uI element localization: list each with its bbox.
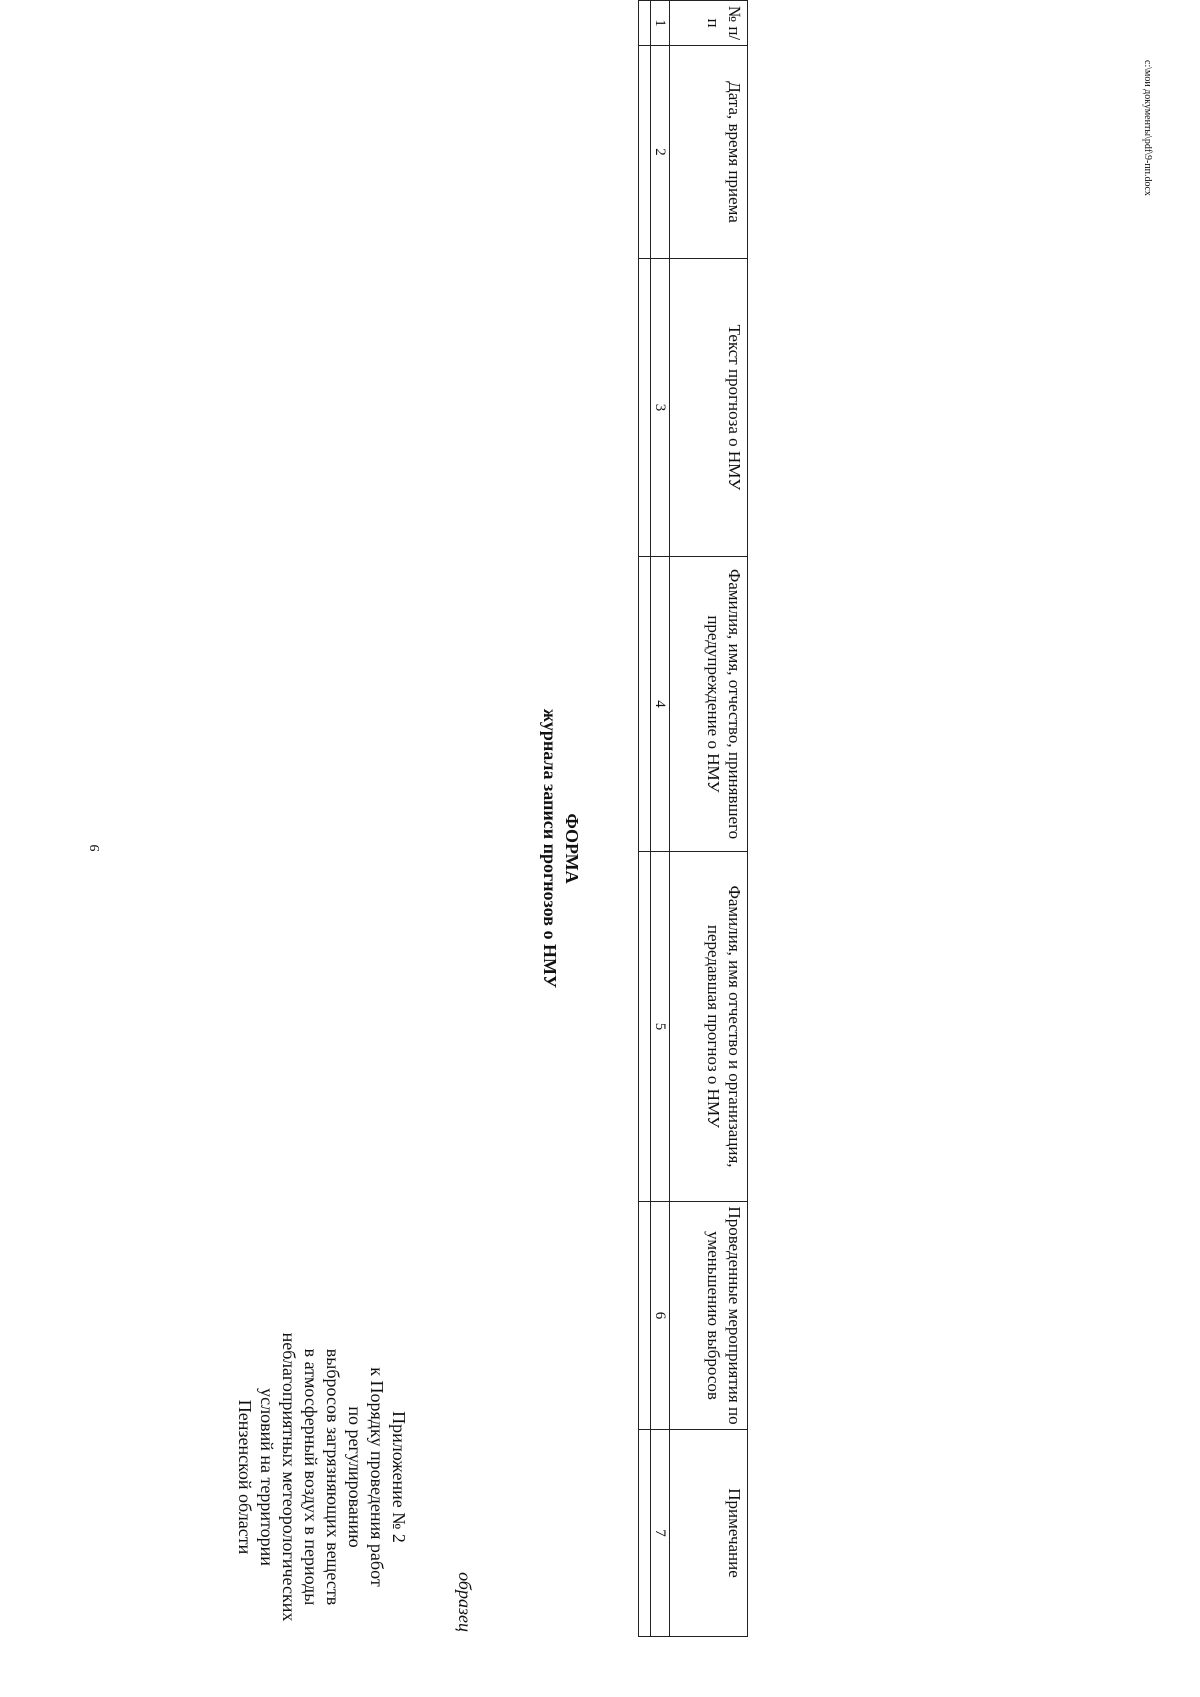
header-cell-measures: Проведенные мероприятия по уменьшению выбросов xyxy=(670,1202,748,1430)
column-number-cell: 6 xyxy=(651,1202,670,1430)
table-row xyxy=(639,1,651,1637)
column-number-cell: 1 xyxy=(651,1,670,46)
table-cell xyxy=(639,259,651,557)
table-cell xyxy=(639,852,651,1202)
page-number: 9 xyxy=(88,844,103,852)
header-cell-receiver: Фамилия, имя, отчество, принявшего предупреждение о НМУ xyxy=(670,557,748,852)
form-title xyxy=(539,0,583,1697)
appendix-line: в атмосферный воздух в периоды xyxy=(301,1348,321,1606)
footer-file-path: c:\мои документы\pdf\9-пп.docx xyxy=(1142,60,1153,196)
appendix-line: условий на территории xyxy=(257,1388,277,1566)
table-header-row xyxy=(670,1,748,1637)
column-number-cell: 4 xyxy=(651,557,670,852)
column-number-cell: 7 xyxy=(651,1430,670,1637)
table-cell xyxy=(639,46,651,259)
table-cell xyxy=(639,1,651,46)
header-cell-note: Примечание xyxy=(670,1430,748,1637)
appendix-line: неблагоприятных метеорологических xyxy=(279,1332,299,1622)
table-cell xyxy=(639,1430,651,1637)
appendix-line: Приложение № 2 xyxy=(389,1411,409,1543)
header-cell-date-time: Дата, время приема xyxy=(670,46,748,259)
appendix-line: к Порядку проведения работ xyxy=(367,1367,387,1587)
form-title-line-2: журнала записи прогнозов о НМУ xyxy=(540,708,560,989)
appendix-line: выбросов загрязняющих веществ xyxy=(323,1348,343,1606)
column-number-cell: 2 xyxy=(651,46,670,259)
table-row xyxy=(651,1,670,1637)
appendix-line: по регулированию xyxy=(345,1406,365,1548)
appendix-line: Пензенской области xyxy=(235,1399,255,1555)
table-cell xyxy=(639,1202,651,1430)
appendix-block xyxy=(234,1322,410,1632)
header-cell-sender: Фамилия, имя отчество и организация, передавшая прогноз о НМУ xyxy=(670,852,748,1202)
form-title-line-1: ФОРМА xyxy=(562,813,582,884)
journal-table xyxy=(638,0,748,1637)
table-cell xyxy=(639,557,651,852)
header-cell-forecast-text: Текст прогноза о НМУ xyxy=(670,259,748,557)
header-cell-number: № п/п xyxy=(670,1,748,46)
column-number-cell: 5 xyxy=(651,852,670,1202)
sample-mark: образец xyxy=(455,1572,475,1632)
column-number-cell: 3 xyxy=(651,259,670,557)
